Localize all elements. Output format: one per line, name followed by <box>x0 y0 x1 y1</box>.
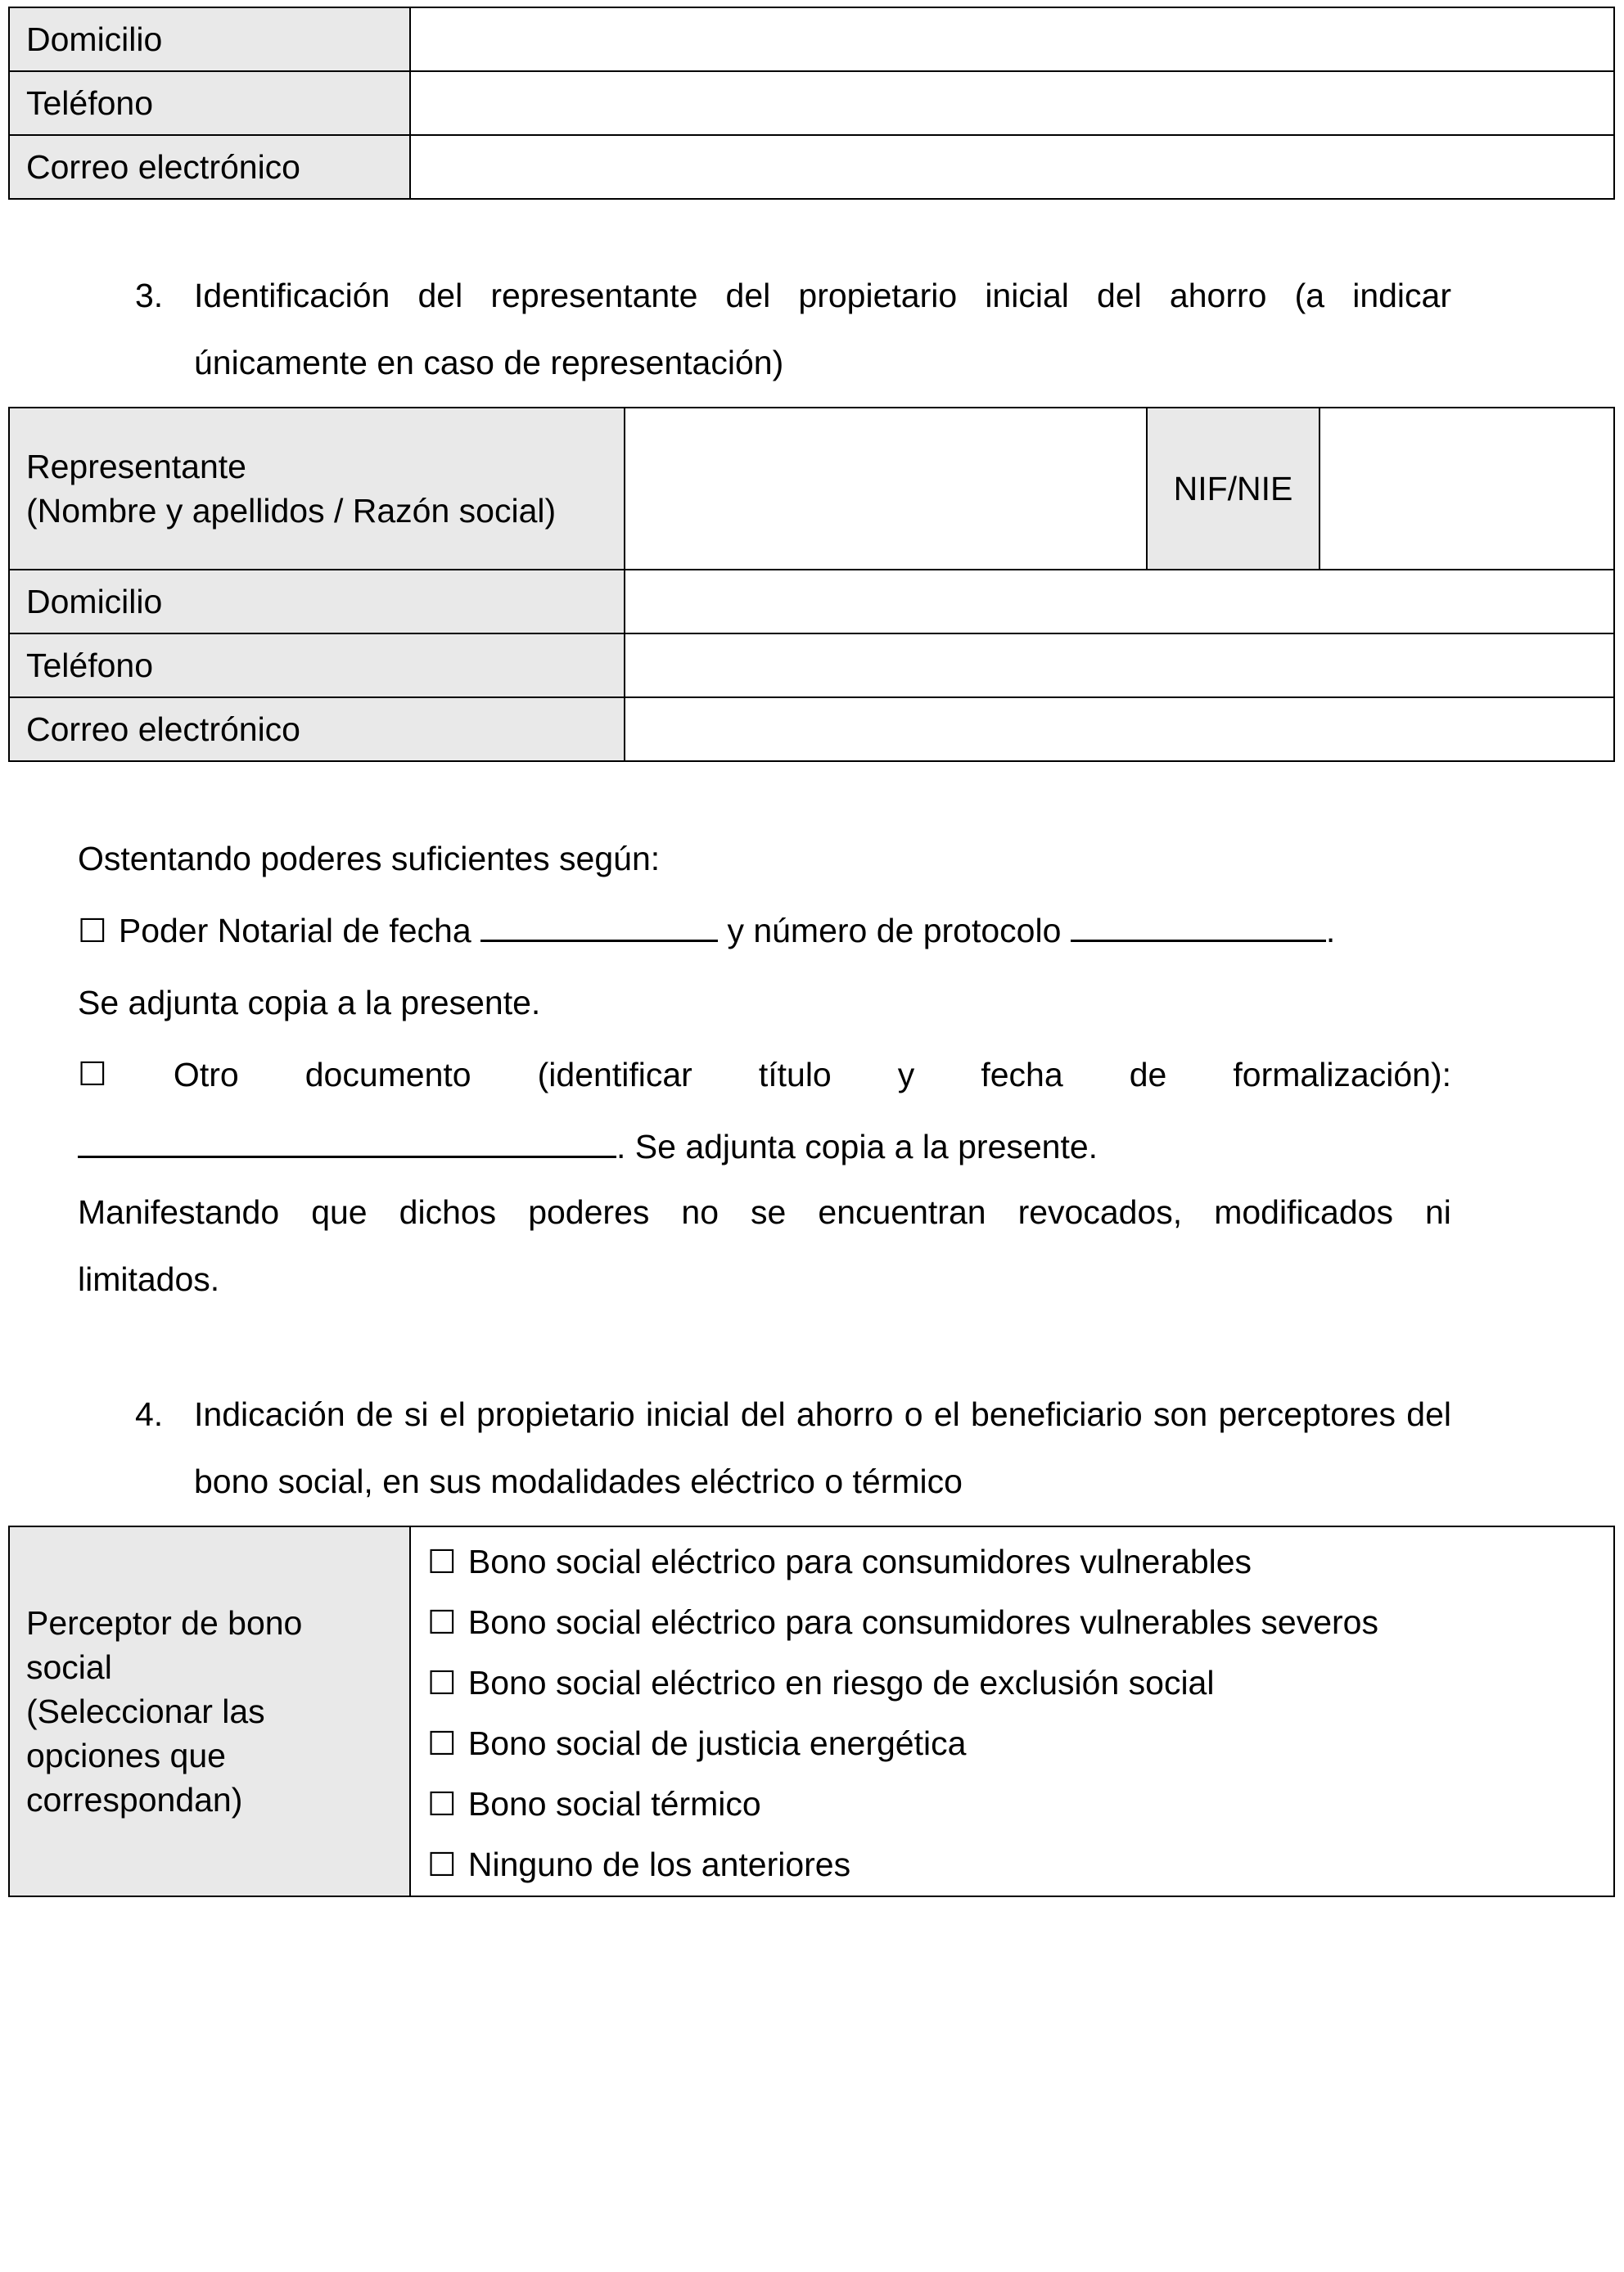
otro-word: título <box>758 1056 832 1093</box>
bono-social-label-title: Perceptor de bono social <box>26 1604 303 1686</box>
manifestando-word: se <box>751 1193 787 1231</box>
telefono-label: Teléfono <box>9 71 410 135</box>
rep-domicilio-field[interactable] <box>625 570 1614 633</box>
bono-option[interactable] <box>427 1774 1597 1835</box>
otro-word: Otro <box>173 1056 239 1093</box>
bono-option-checkbox[interactable]: ☐ <box>427 1544 457 1581</box>
poderes-intro: Ostentando poderes suficientes según: <box>78 840 661 877</box>
table-row <box>9 71 1614 135</box>
bono-option[interactable] <box>427 1593 1597 1653</box>
bono-social-table <box>8 1526 1615 1897</box>
nif-field[interactable] <box>1320 408 1614 570</box>
section2-contact-table <box>8 7 1615 200</box>
rep-correo-label: Correo electrónico <box>9 697 625 761</box>
section3-title: Identificación del representante del propietario inicial del ahorro (a indicar únicamente en caso de representación) <box>194 277 1451 381</box>
otro-documento-line <box>78 1039 1451 1111</box>
table-row <box>9 7 1614 71</box>
manifestando-word: dichos <box>399 1193 497 1231</box>
poder-notarial-text: Poder Notarial de fecha <box>118 912 471 949</box>
bono-option-label: Bono social térmico <box>467 1785 761 1823</box>
bono-social-label-hint: (Seleccionar las opciones que correspondan) <box>26 1693 265 1819</box>
bono-option[interactable] <box>427 1532 1597 1593</box>
table-row <box>9 135 1614 199</box>
table-row <box>9 1526 1614 1896</box>
telefono-field[interactable] <box>410 71 1614 135</box>
bono-option-checkbox[interactable]: ☐ <box>427 1604 457 1642</box>
correo-field[interactable] <box>410 135 1614 199</box>
manifestando-word: poderes <box>528 1193 650 1231</box>
bono-option-checkbox[interactable]: ☐ <box>427 1665 457 1702</box>
representante-label-title: Representante <box>26 448 246 485</box>
manifestando-word: que <box>311 1193 368 1231</box>
rep-telefono-field[interactable] <box>625 633 1614 697</box>
table-row <box>9 570 1614 633</box>
manifestando-line <box>78 1176 1451 1243</box>
table-row <box>9 633 1614 697</box>
powers-paragraph <box>78 823 1451 1315</box>
bono-social-options <box>410 1526 1614 1896</box>
table-row <box>9 408 1614 570</box>
bono-option-label: Bono social eléctrico en riesgo de exclusión social <box>467 1664 1215 1702</box>
otro-word: y <box>897 1056 915 1093</box>
correo-label: Correo electrónico <box>9 135 410 199</box>
bono-option[interactable] <box>427 1653 1597 1714</box>
otro-word: documento <box>304 1056 471 1093</box>
manifestando-line-end: limitados. <box>78 1260 220 1298</box>
bono-option-label: Bono social de justicia energética <box>467 1724 967 1762</box>
rep-correo-field[interactable] <box>625 697 1614 761</box>
otro-word: formalización): <box>1233 1056 1451 1093</box>
domicilio-label: Domicilio <box>9 7 410 71</box>
manifestando-word: revocados, <box>1017 1193 1183 1231</box>
protocolo-text: y número de protocolo <box>727 912 1062 949</box>
manifestando-word: modificados <box>1214 1193 1393 1231</box>
manifestando-word: encuentran <box>818 1193 986 1231</box>
rep-telefono-label: Teléfono <box>9 633 625 697</box>
representante-field[interactable] <box>625 408 1147 570</box>
otro-word: (identificar <box>537 1056 692 1093</box>
representative-table <box>8 407 1615 762</box>
fecha-blank-field[interactable] <box>480 907 718 942</box>
representante-label-subtitle: (Nombre y apellidos / Razón social) <box>26 492 557 530</box>
otro-word: fecha <box>981 1056 1063 1093</box>
bono-option-checkbox[interactable]: ☐ <box>427 1786 457 1823</box>
bono-option-checkbox[interactable]: ☐ <box>427 1725 457 1763</box>
bono-social-label <box>9 1526 410 1896</box>
section4-title: Indicación de si el propietario inicial del ahorro o el beneficiario son perceptores del bono social, en sus modalidades eléctrico o térmico <box>194 1395 1451 1500</box>
manifestando-word: ni <box>1425 1193 1451 1231</box>
otro-documento-blank-field[interactable] <box>78 1123 616 1158</box>
poder-notarial-end: . <box>1325 912 1336 949</box>
adjunta-copia-line: Se adjunta copia a la presente. <box>78 984 541 1021</box>
rep-domicilio-label: Domicilio <box>9 570 625 633</box>
section4-number: 4. <box>135 1395 164 1433</box>
otro-word: de <box>1129 1056 1167 1093</box>
bono-option-label: Ninguno de los anteriores <box>467 1846 851 1883</box>
otro-documento-blank-line <box>78 1111 1451 1176</box>
manifestando-word: no <box>681 1193 720 1231</box>
otro-documento-adjunta: . Se adjunta copia a la presente. <box>616 1128 1098 1165</box>
poder-notarial-line <box>78 895 1451 967</box>
bono-option[interactable] <box>427 1835 1597 1896</box>
nif-label: NIF/NIE <box>1147 408 1320 570</box>
section4-heading <box>135 1381 1451 1515</box>
bono-option-label: Bono social eléctrico para consumidores vulnerables severos <box>467 1603 1378 1641</box>
representante-label <box>9 408 625 570</box>
section3-number: 3. <box>135 277 164 314</box>
section3-heading <box>135 262 1451 396</box>
bono-option-label: Bono social eléctrico para consumidores vulnerables <box>467 1543 1252 1580</box>
bono-option[interactable] <box>427 1714 1597 1774</box>
table-row <box>9 697 1614 761</box>
protocolo-blank-field[interactable] <box>1071 907 1326 942</box>
poder-notarial-checkbox[interactable]: ☐ <box>78 913 107 950</box>
otro-documento-checkbox[interactable]: ☐ <box>78 1056 107 1093</box>
bono-option-checkbox[interactable]: ☐ <box>427 1846 457 1884</box>
manifestando-word: Manifestando <box>78 1193 280 1231</box>
domicilio-field[interactable] <box>410 7 1614 71</box>
